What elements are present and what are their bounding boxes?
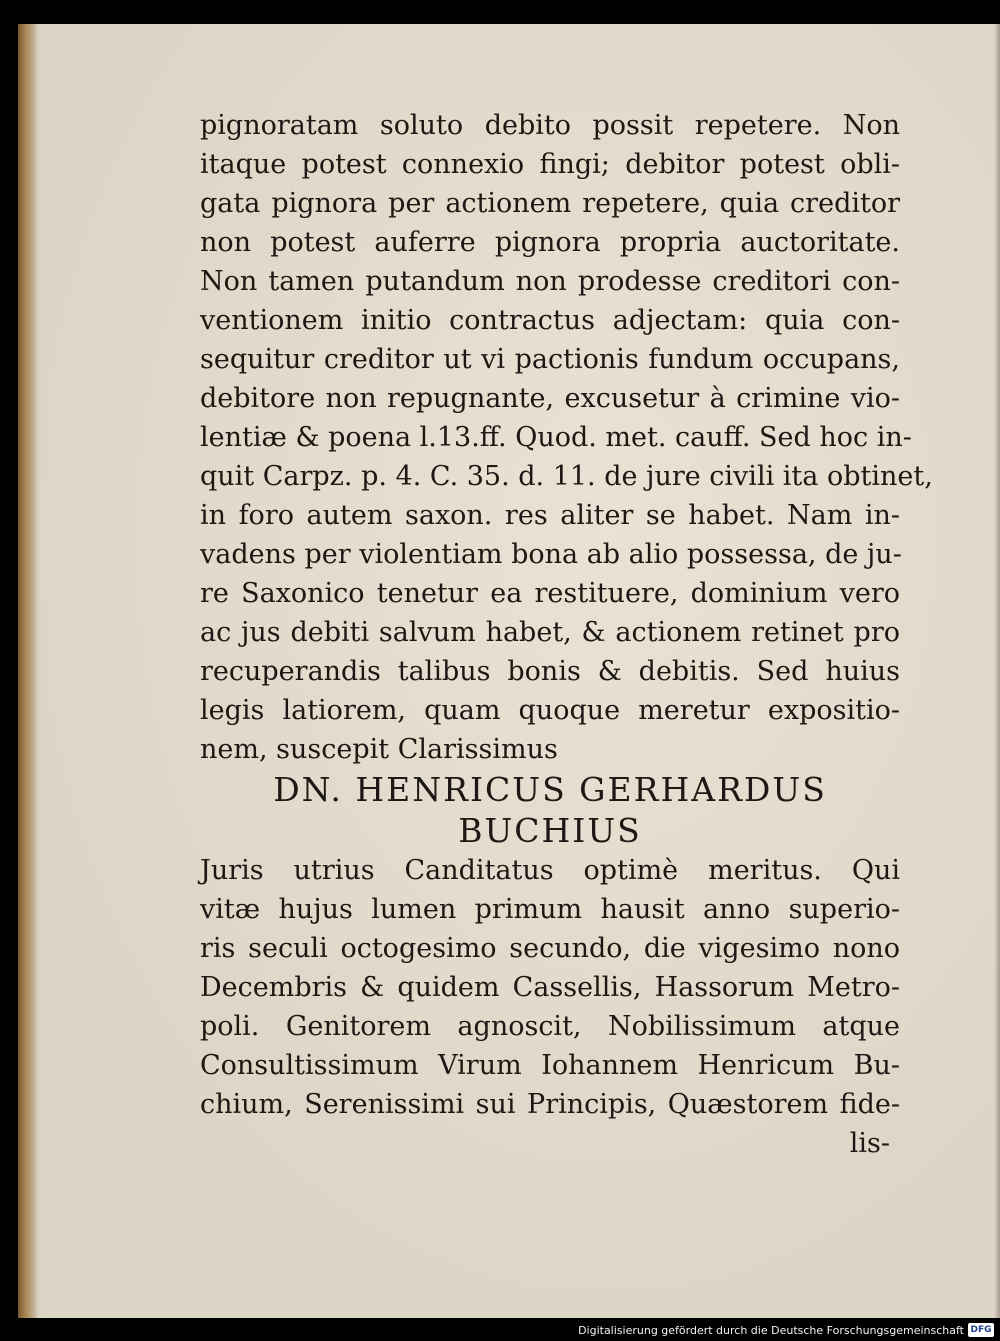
text-line: recuperandis talibus bonis & debitis. Sed huius [200,656,900,687]
page-binding-edge [18,24,38,1318]
text-line: chium, Serenissimi sui Principis, Quæstorem fide- [200,1089,900,1120]
text-line: Non tamen putandum non prodesse creditori con- [200,266,900,297]
text-line: vitæ hujus lumen primum hausit anno superio- [200,894,900,925]
text-line: pignoratam soluto debito possit repetere. Non [200,110,900,141]
text-line: in foro autem saxon. res aliter se habet. Nam in- [200,500,900,531]
text-line: nem, suscepit Clarissimus [200,734,558,765]
name-heading-line-1: DN. HENRICUS GERHARDUS [273,770,827,809]
text-line: ventionem initio contractus adjectam: quia con- [200,305,900,336]
text-line: itaque potest connexio fingi; debitor potest obli- [200,149,900,180]
text-line: gata pignora per actionem repetere, quia creditor [200,188,900,219]
text-line: quit Carpz. p. 4. C. 35. d. 11. de jure civili ita obtinet, [200,461,933,492]
text-line: Decembris & quidem Cassellis, Hassorum Metro- [200,972,900,1003]
text-line: vadens per violentiam bona ab alio possessa, de ju- [200,539,902,570]
catchword: lis- [849,1128,890,1159]
funding-credit: Digitalisierung gefördert durch die Deutsche Forschungsgemeinschaft [578,1324,964,1337]
text-line: ac jus debiti salvum habet, & actionem retinet pro [200,617,900,648]
text-line: sequitur creditor ut vi pactionis fundum occupans, [200,344,900,375]
page-text [200,106,933,1163]
page-right-edge [994,24,1000,1318]
text-line: re Saxonico tenetur ea restituere, dominium vero [200,578,900,609]
book-page [18,24,1000,1318]
footer-bar [0,1318,1000,1341]
dfg-logo-icon: DFG [968,1323,994,1337]
text-line: legis latiorem, quam quoque meretur expositio- [200,695,900,726]
text-line: Consultissimum Virum Iohannem Henricum Bu- [200,1050,900,1081]
text-line: lentiæ & poena l.13.ff. Quod. met. cauff. Sed hoc in- [200,422,912,453]
text-line: non potest auferre pignora propria auctoritate. [200,227,900,258]
text-line: debitore non repugnante, excusetur à crimine vio- [200,383,900,414]
text-line: poli. Genitorem agnoscit, Nobilissimum atque [200,1011,900,1042]
text-line: Juris utrius Canditatus optimè meritus. Qui [200,855,900,886]
name-heading-line-2: BUCHIUS [458,811,642,850]
text-line: ris seculi octogesimo secundo, die vigesimo nono [200,933,900,964]
